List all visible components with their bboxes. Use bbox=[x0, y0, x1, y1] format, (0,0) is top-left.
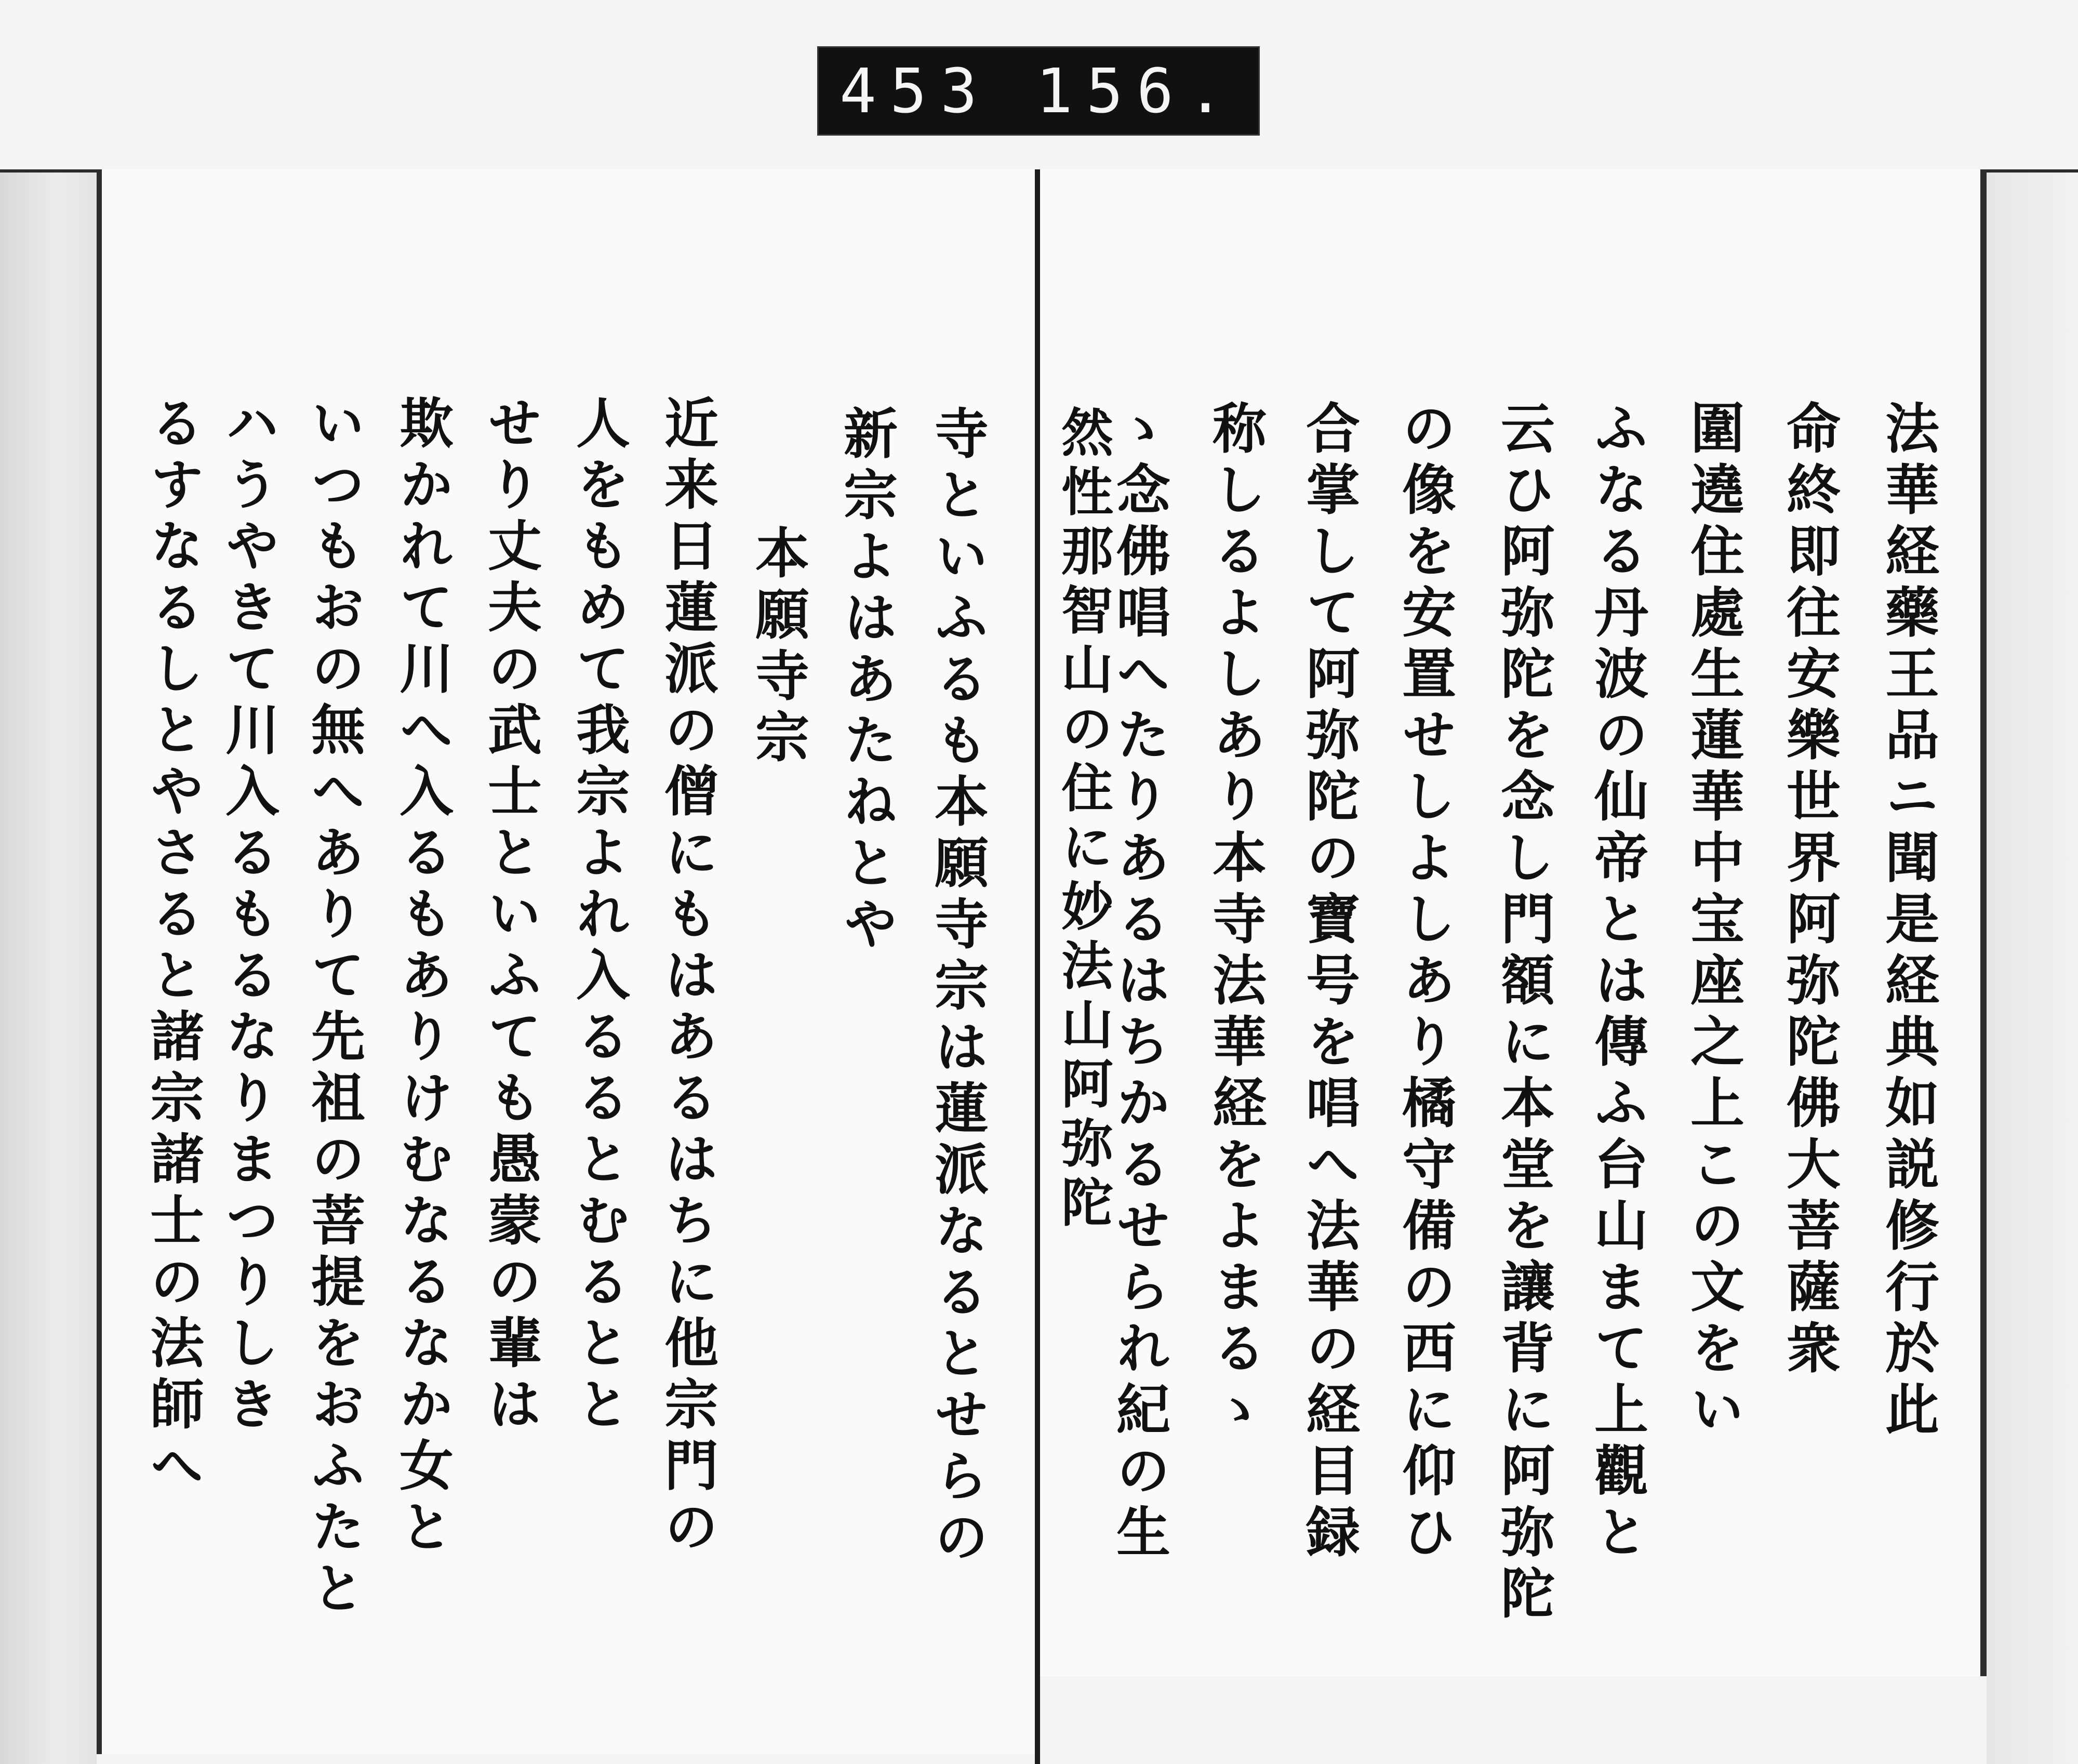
right-edge bbox=[1987, 169, 2078, 1764]
catalog-number-right: 156. bbox=[1035, 55, 1237, 127]
left-column-4: 近来日蓮派の僧にもはあるはちに他宗門の bbox=[655, 395, 719, 1560]
left-column-2: 新宗よはあたねとや bbox=[834, 405, 898, 957]
left-column-7: 欺かれて川へ入るもありけむなるなか女と bbox=[390, 395, 454, 1560]
right-column-2: 命終即往安樂世界阿弥陀佛大菩薩衆 bbox=[1777, 400, 1841, 1381]
right-column-3: 圍遶住處生蓮華中宝座之上この文をい bbox=[1681, 400, 1745, 1442]
left-edge-shadow bbox=[0, 169, 97, 1764]
left-column-9: ハうやきて川入るもるなりまつりしき bbox=[216, 395, 280, 1437]
right-column-4: ふなる丹波の仙帝とは傳ふ台山まて上觀と bbox=[1585, 400, 1649, 1565]
left-column-6: せり丈夫の武士といふても愚蒙の輩は bbox=[478, 395, 542, 1437]
book-gutter bbox=[1035, 169, 1040, 1764]
right-column-6: の像を安置せしよしあり橘守備の西に仰ひ bbox=[1393, 400, 1457, 1565]
left-column-10: るすなるしとやさると諸宗諸士の法師へ bbox=[141, 395, 205, 1498]
left-column-1: 寺といふるも本願寺宗は蓮派なるとせらの bbox=[925, 405, 989, 1570]
right-column-7: 合掌して阿弥陀の寶号を唱へ法華の経目録 bbox=[1297, 400, 1361, 1565]
right-column-9: ゝ念佛唱へたりあるはちかるせられ紀の生 bbox=[1107, 400, 1171, 1565]
right-column-8: 称しるよしあり本寺法華経をよまるゝ bbox=[1203, 400, 1267, 1442]
right-column-1: 法華経藥王品ニ聞是経典如説修行於此 bbox=[1876, 400, 1940, 1442]
left-column-3-heading: 本願寺宗 bbox=[746, 525, 810, 770]
catalog-number-left: 453 bbox=[840, 55, 991, 127]
right-column-5: 云ひ阿弥陀を念し門額に本堂を讓背に阿弥陀 bbox=[1491, 400, 1555, 1626]
left-column-5: 人をもめて我宗よれ入るるとむるとと bbox=[567, 395, 631, 1437]
left-column-8: いつもおの無へありて先祖の菩提をおふたと bbox=[302, 395, 366, 1621]
right-column-10: 然性那智山の住に妙法山阿弥陀 bbox=[1053, 405, 1114, 1235]
catalog-label bbox=[817, 46, 1260, 136]
